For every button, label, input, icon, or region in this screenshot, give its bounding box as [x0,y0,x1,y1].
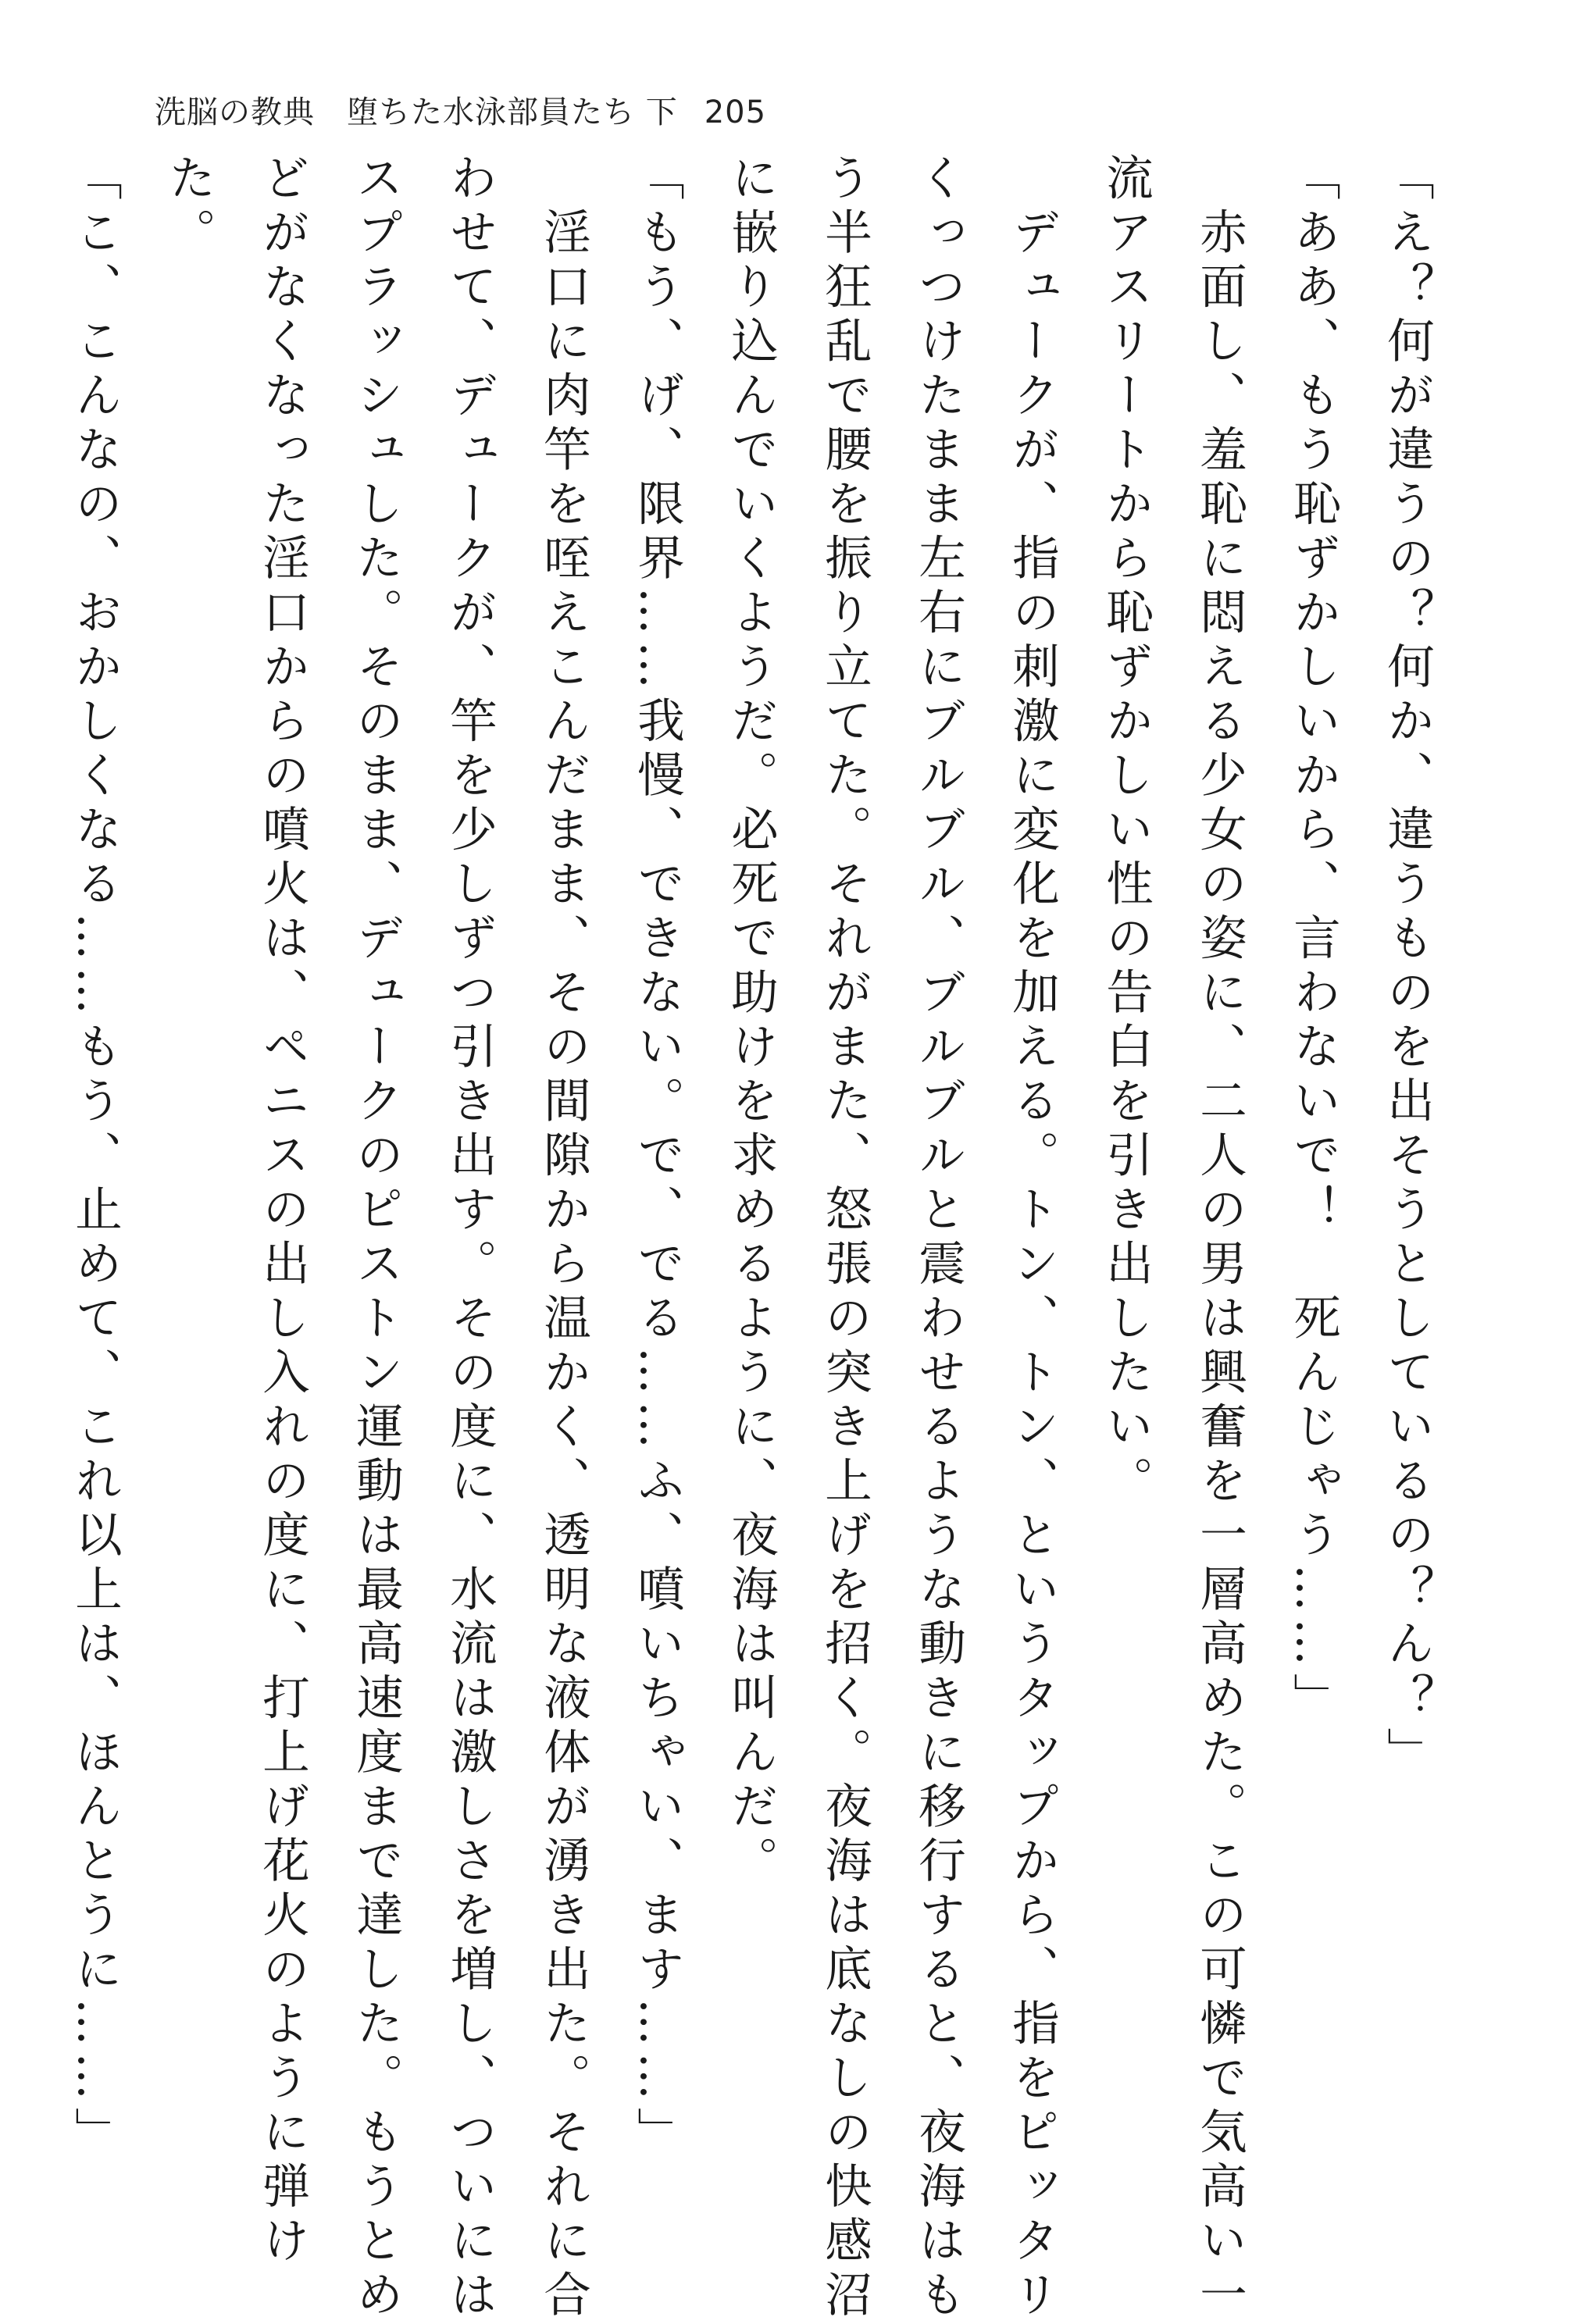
text-line: 赤面し、羞恥に悶える少女の姿に、二人の男は興奮を一層高めた。この可憐で気高い一 [1192,153,1247,2324]
text-line: 淫口に肉竿を咥えこんだまま、その間隙から温かく、透明な液体が湧き出た。それに合 [536,153,590,2324]
text-line: 「もう、げ、限界……我慢、できない。で、でる……ふ、噴いちゃい、ます……」 [630,153,684,2162]
text-line: 「ああ、もう恥ずかしいから、言わないで！ 死んじゃう……」 [1286,153,1340,1727]
page-number: 205 [704,94,767,130]
text-line: わせて、デュークが、竿を少しずつ引き出す。その度に、水流は激しさを増し、ついには [442,153,497,2324]
text-line: デュークが、指の刺激に変化を加える。トン、トン、というタップから、指をピッタリ [1004,153,1059,2324]
text-line: た。 [161,153,216,262]
text-line: くっつけたまま左右にブルブル、ブルブルと震わせるような動きに移行すると、夜海はも [911,153,965,2324]
text-line: 流アスリートから恥ずかしい性の告白を引き出したい。 [1098,153,1153,1510]
text-line: スプラッシュした。そのまま、デュークのピストン運動は最高速度まで達した。もうとめ [348,153,403,2324]
running-header [155,87,766,132]
text-line: どがなくなった淫口からの噴火は、ペニスの出し入れの度に、打上げ花火のように弾け [255,153,309,2270]
text-line: 「え？何が違うの？何か、違うものを出そうとしているの？ん？」 [1379,153,1434,1781]
text-line: 「こ、こんなの、おかしくなる……もう、止めて、これ以上は、ほんとうに……」 [67,153,122,2162]
text-line: に嵌り込んでいくようだ。必死で助けを求めるように、夜海は叫んだ。 [723,153,778,1890]
vertical-body-text [48,153,1454,2324]
text-line: う半狂乱で腰を振り立てた。それがまた、怒張の突き上げを招く。夜海は底なしの快感沼 [817,153,872,2324]
book-title: 洗脳の教典 堕ちた水泳部員たち 下 [155,94,678,130]
